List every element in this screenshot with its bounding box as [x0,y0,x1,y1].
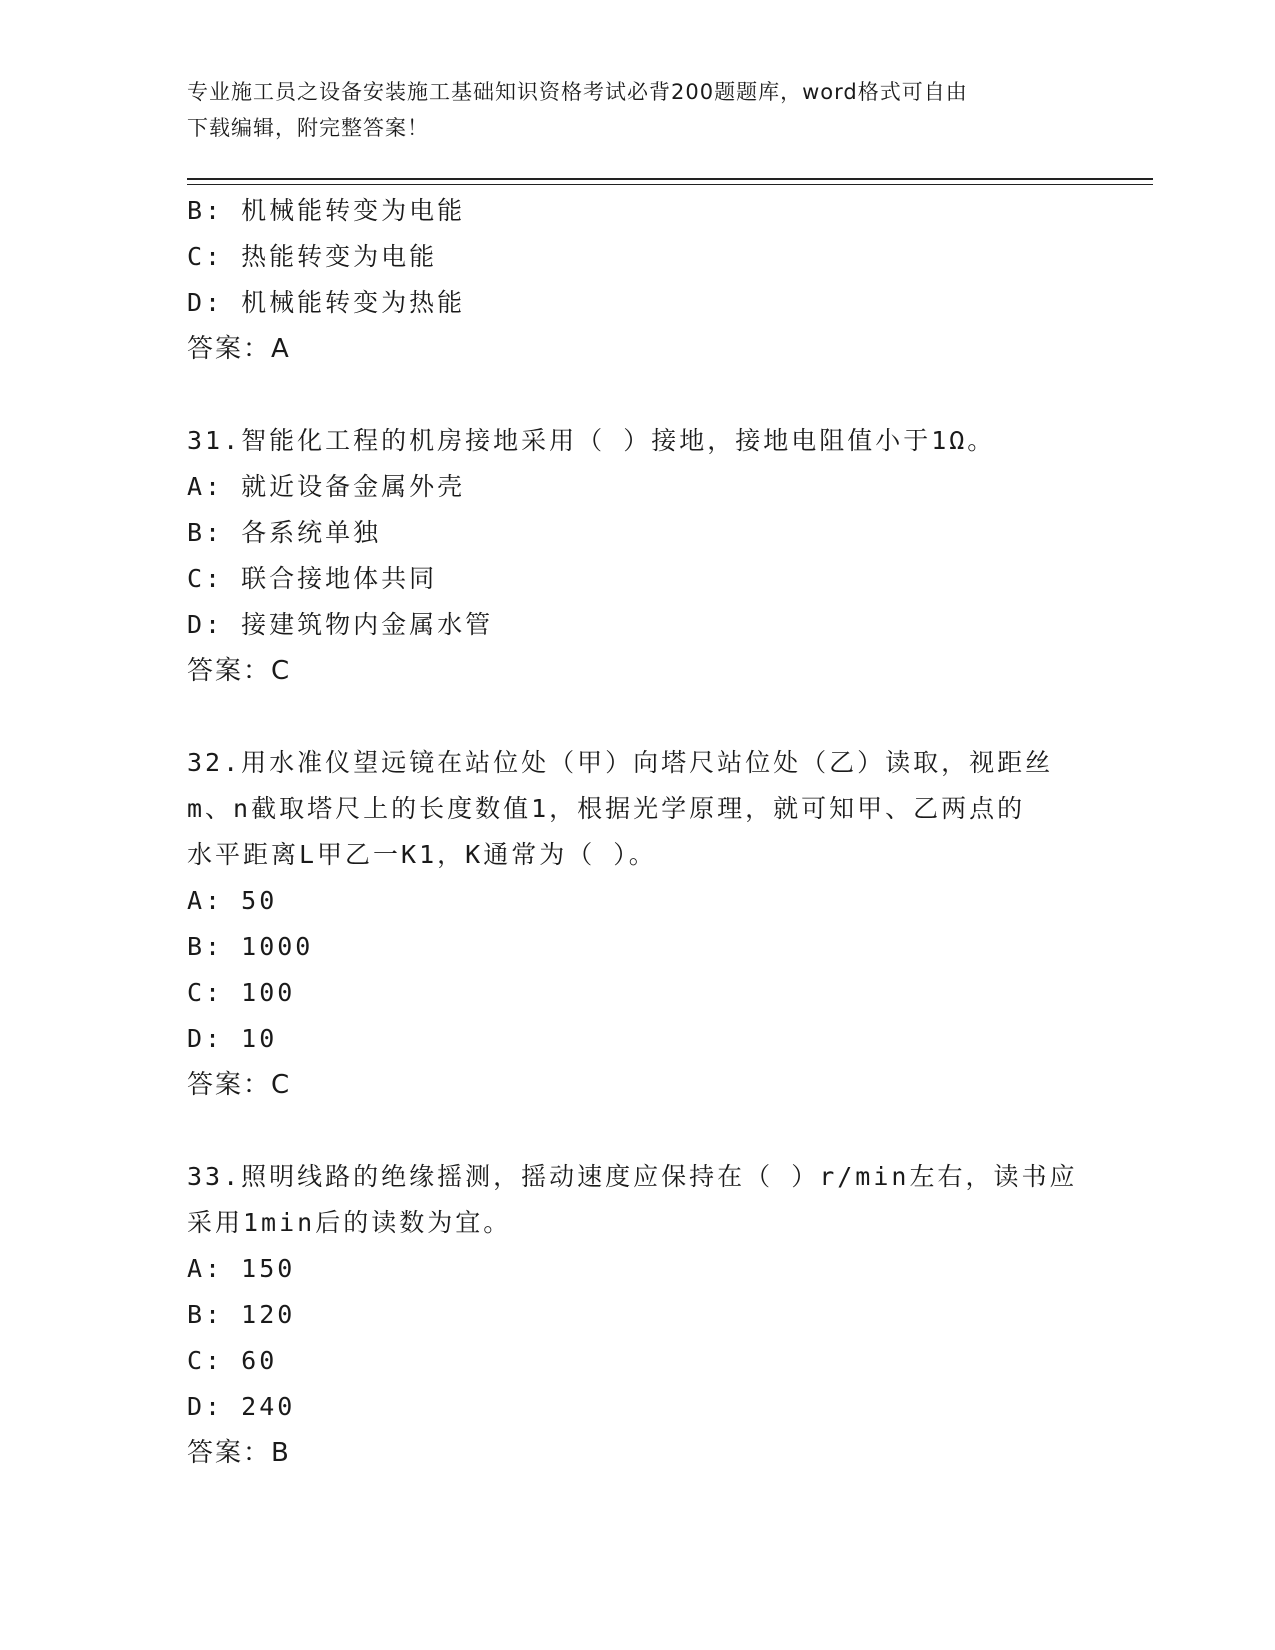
question-stem-line-1: 33.照明线路的绝缘摇测，摇动速度应保持在（ ）r/min左右，读书应 [187,1162,1078,1191]
answer-label: 答案：B [187,1438,291,1468]
option-d: D: 10 [187,1024,278,1053]
spacer [187,1108,1087,1154]
question-30-continuation [187,188,1087,372]
option-a: A: 150 [187,1254,296,1283]
header-divider-thin [187,184,1153,185]
spacer [187,372,1087,418]
answer-label: 答案：C [187,1070,292,1100]
question-content [187,188,1087,1476]
answer-label: 答案：C [187,656,292,686]
option-b: B: 120 [187,1300,296,1329]
document-header [187,74,1087,146]
header-divider-thick [187,178,1153,180]
question-stem-line-1: 32.用水准仪望远镜在站位处（甲）向塔尺站位处（乙）读取，视距丝 [187,748,1054,777]
spacer [187,694,1087,740]
header-line-1: 专业施工员之设备安装施工基础知识资格考试必背200题题库，word格式可自由 [187,80,968,104]
option-b: B: 机械能转变为电能 [187,196,466,225]
option-a: A: 就近设备金属外壳 [187,472,466,501]
option-d: D: 机械能转变为热能 [187,288,466,317]
option-c: C: 联合接地体共同 [187,564,438,593]
option-c: C: 100 [187,978,296,1007]
option-d: D: 接建筑物内金属水管 [187,610,494,639]
question-stem-line-2: m、n截取塔尺上的长度数值1，根据光学原理，就可知甲、乙两点的 [187,794,1026,823]
option-b: B: 1000 [187,932,314,961]
option-d: D: 240 [187,1392,296,1421]
option-b: B: 各系统单独 [187,518,382,547]
option-a: A: 50 [187,886,278,915]
question-32 [187,740,1087,1108]
header-line-2: 下载编辑，附完整答案！ [187,116,429,140]
question-stem: 31.智能化工程的机房接地采用（ ）接地，接地电阻值小于1Ω。 [187,426,996,455]
option-c: C: 60 [187,1346,278,1375]
answer-label: 答案：A [187,334,291,364]
question-31 [187,418,1087,694]
question-stem-line-3: 水平距离L甲乙一K1，K通常为（ ）。 [187,840,657,869]
question-stem-line-2: 采用1min后的读数为宜。 [187,1208,512,1237]
question-33 [187,1154,1087,1476]
option-c: C: 热能转变为电能 [187,242,438,271]
